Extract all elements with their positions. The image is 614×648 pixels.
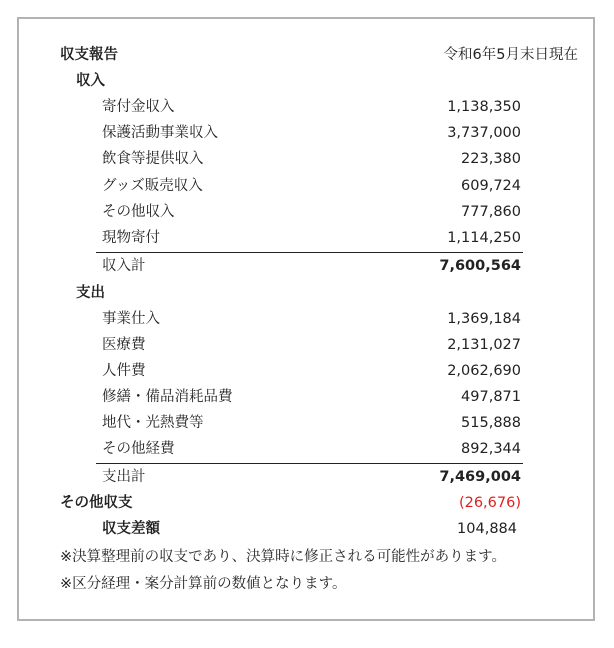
expense-label: 事業仕入 <box>102 311 160 327</box>
note-settlement: ※決算整理前の収支であり、決算時に修正される可能性があります。 <box>60 549 506 565</box>
expense-value: 497,871 <box>461 389 521 405</box>
income-label: 保護活動事業収入 <box>102 125 218 141</box>
other-label: その他収支 <box>60 495 133 511</box>
expense-total-value: 7,469,004 <box>439 469 521 485</box>
income-label: 現物寄付 <box>102 230 160 246</box>
expense-value: 2,062,690 <box>447 363 521 379</box>
income-value: 777,860 <box>461 204 521 220</box>
income-total-value: 7,600,564 <box>439 258 521 274</box>
expense-label: その他経費 <box>102 441 175 457</box>
balance-label: 収支差額 <box>102 521 160 537</box>
expense-label: 人件費 <box>102 363 146 379</box>
income-value: 223,380 <box>461 151 521 167</box>
expense-value: 2,131,027 <box>447 337 521 353</box>
balance-value: 104,884 <box>457 521 517 537</box>
income-value: 1,138,350 <box>447 99 521 115</box>
expense-value: 892,344 <box>461 441 521 457</box>
other-value: (26,676) <box>458 495 521 511</box>
expense-label: 地代・光熱費等 <box>102 415 204 431</box>
income-value: 609,724 <box>461 178 521 194</box>
income-value: 1,114,250 <box>447 230 521 246</box>
as-of-date: 令和6年5月末日現在 <box>443 47 578 63</box>
expense-label: 修繕・備品消耗品費 <box>102 389 233 405</box>
report-title: 収支報告 <box>60 47 118 63</box>
expense-total-rule <box>96 463 523 464</box>
note-allocation: ※区分経理・案分計算前の数値となります。 <box>60 576 347 592</box>
income-label: 飲食等提供収入 <box>102 151 204 167</box>
income-value: 3,737,000 <box>447 125 521 141</box>
income-label: 寄付金収入 <box>102 99 175 115</box>
expense-value: 515,888 <box>461 415 521 431</box>
expense-label: 医療費 <box>102 337 146 353</box>
expense-value: 1,369,184 <box>447 311 521 327</box>
income-total-label: 収入計 <box>102 258 146 274</box>
expense-total-label: 支出計 <box>102 469 146 485</box>
income-heading: 収入 <box>76 73 105 89</box>
income-label: その他収入 <box>102 204 175 220</box>
income-total-rule <box>96 252 523 253</box>
expense-heading: 支出 <box>76 285 105 301</box>
income-label: グッズ販売収入 <box>102 178 203 194</box>
